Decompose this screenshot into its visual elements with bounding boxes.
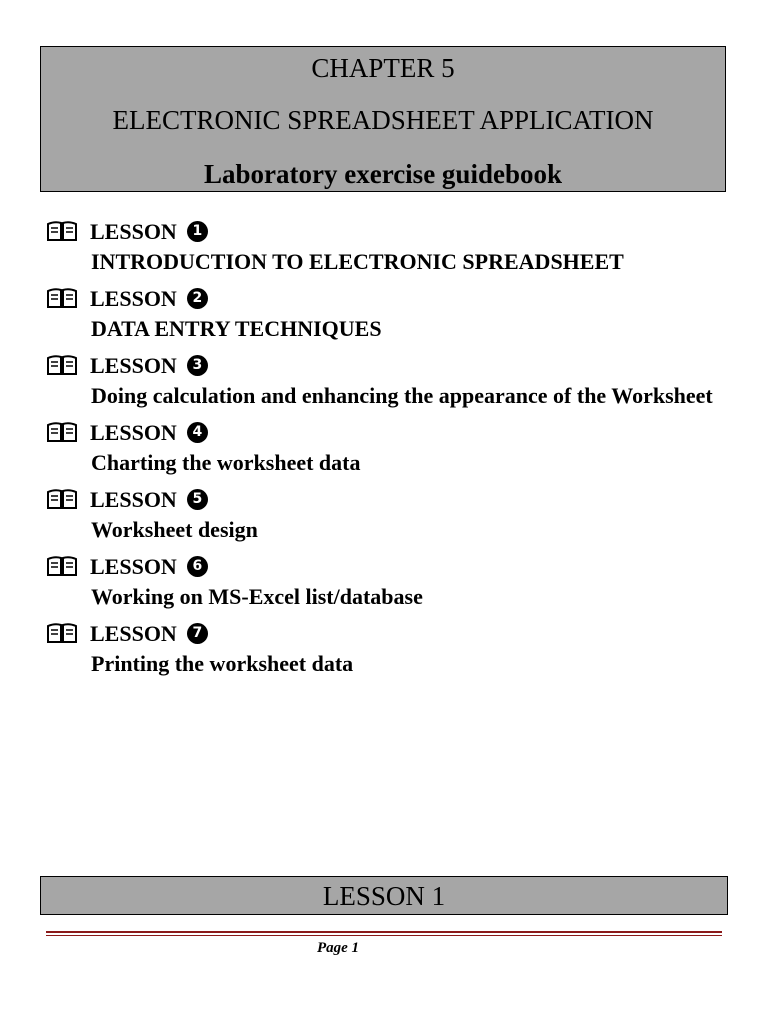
lesson-number-badge: 6 <box>187 556 208 577</box>
open-book-icon <box>46 555 78 577</box>
open-book-icon <box>46 287 78 309</box>
page-number: Page 1 <box>316 940 360 956</box>
lesson-item <box>46 214 746 277</box>
footer-rule-thick <box>46 931 722 933</box>
lesson-number-badge: 2 <box>187 288 208 309</box>
open-book-icon <box>46 354 78 376</box>
lesson-label: LESSON <box>90 285 177 311</box>
lesson-title: Worksheet design <box>91 517 258 542</box>
open-book-icon <box>46 622 78 644</box>
chapter-title-box <box>40 46 726 192</box>
lesson-title: Doing calculation and enhancing the appearance of the Worksheet <box>91 383 713 408</box>
lesson-item <box>46 281 746 344</box>
open-book-icon <box>46 220 78 242</box>
lesson-item <box>46 616 746 679</box>
lesson-label: LESSON <box>90 620 177 646</box>
lesson-label: LESSON <box>90 352 177 378</box>
section-heading: LESSON 1 <box>40 876 728 915</box>
chapter-subtitle: Laboratory exercise guidebook <box>204 159 562 189</box>
open-book-icon <box>46 488 78 510</box>
lesson-item <box>46 348 746 411</box>
open-book-icon <box>46 421 78 443</box>
footer-rule-thin <box>46 935 722 936</box>
lesson-label: LESSON <box>90 218 177 244</box>
lesson-title: DATA ENTRY TECHNIQUES <box>91 316 382 341</box>
lesson-title: INTRODUCTION TO ELECTRONIC SPREADSHEET <box>91 249 624 274</box>
lesson-number-badge: 4 <box>187 422 208 443</box>
lesson-list <box>46 214 746 683</box>
lesson-item <box>46 482 746 545</box>
lesson-title: Printing the worksheet data <box>91 651 354 676</box>
lesson-title: Working on MS-Excel list/database <box>91 584 423 609</box>
lesson-title: Charting the worksheet data <box>91 450 361 475</box>
lesson-label: LESSON <box>90 486 177 512</box>
lesson-label: LESSON <box>90 419 177 445</box>
lesson-label: LESSON <box>90 553 177 579</box>
lesson-item <box>46 415 746 478</box>
lesson-number-badge: 5 <box>187 489 208 510</box>
chapter-number: CHAPTER 5 <box>311 53 455 83</box>
lesson-item <box>46 549 746 612</box>
lesson-number-badge: 3 <box>187 355 208 376</box>
lesson-number-badge: 7 <box>187 623 208 644</box>
lesson-number-badge: 1 <box>187 221 208 242</box>
chapter-subject: ELECTRONIC SPREADSHEET APPLICATION <box>112 105 654 135</box>
